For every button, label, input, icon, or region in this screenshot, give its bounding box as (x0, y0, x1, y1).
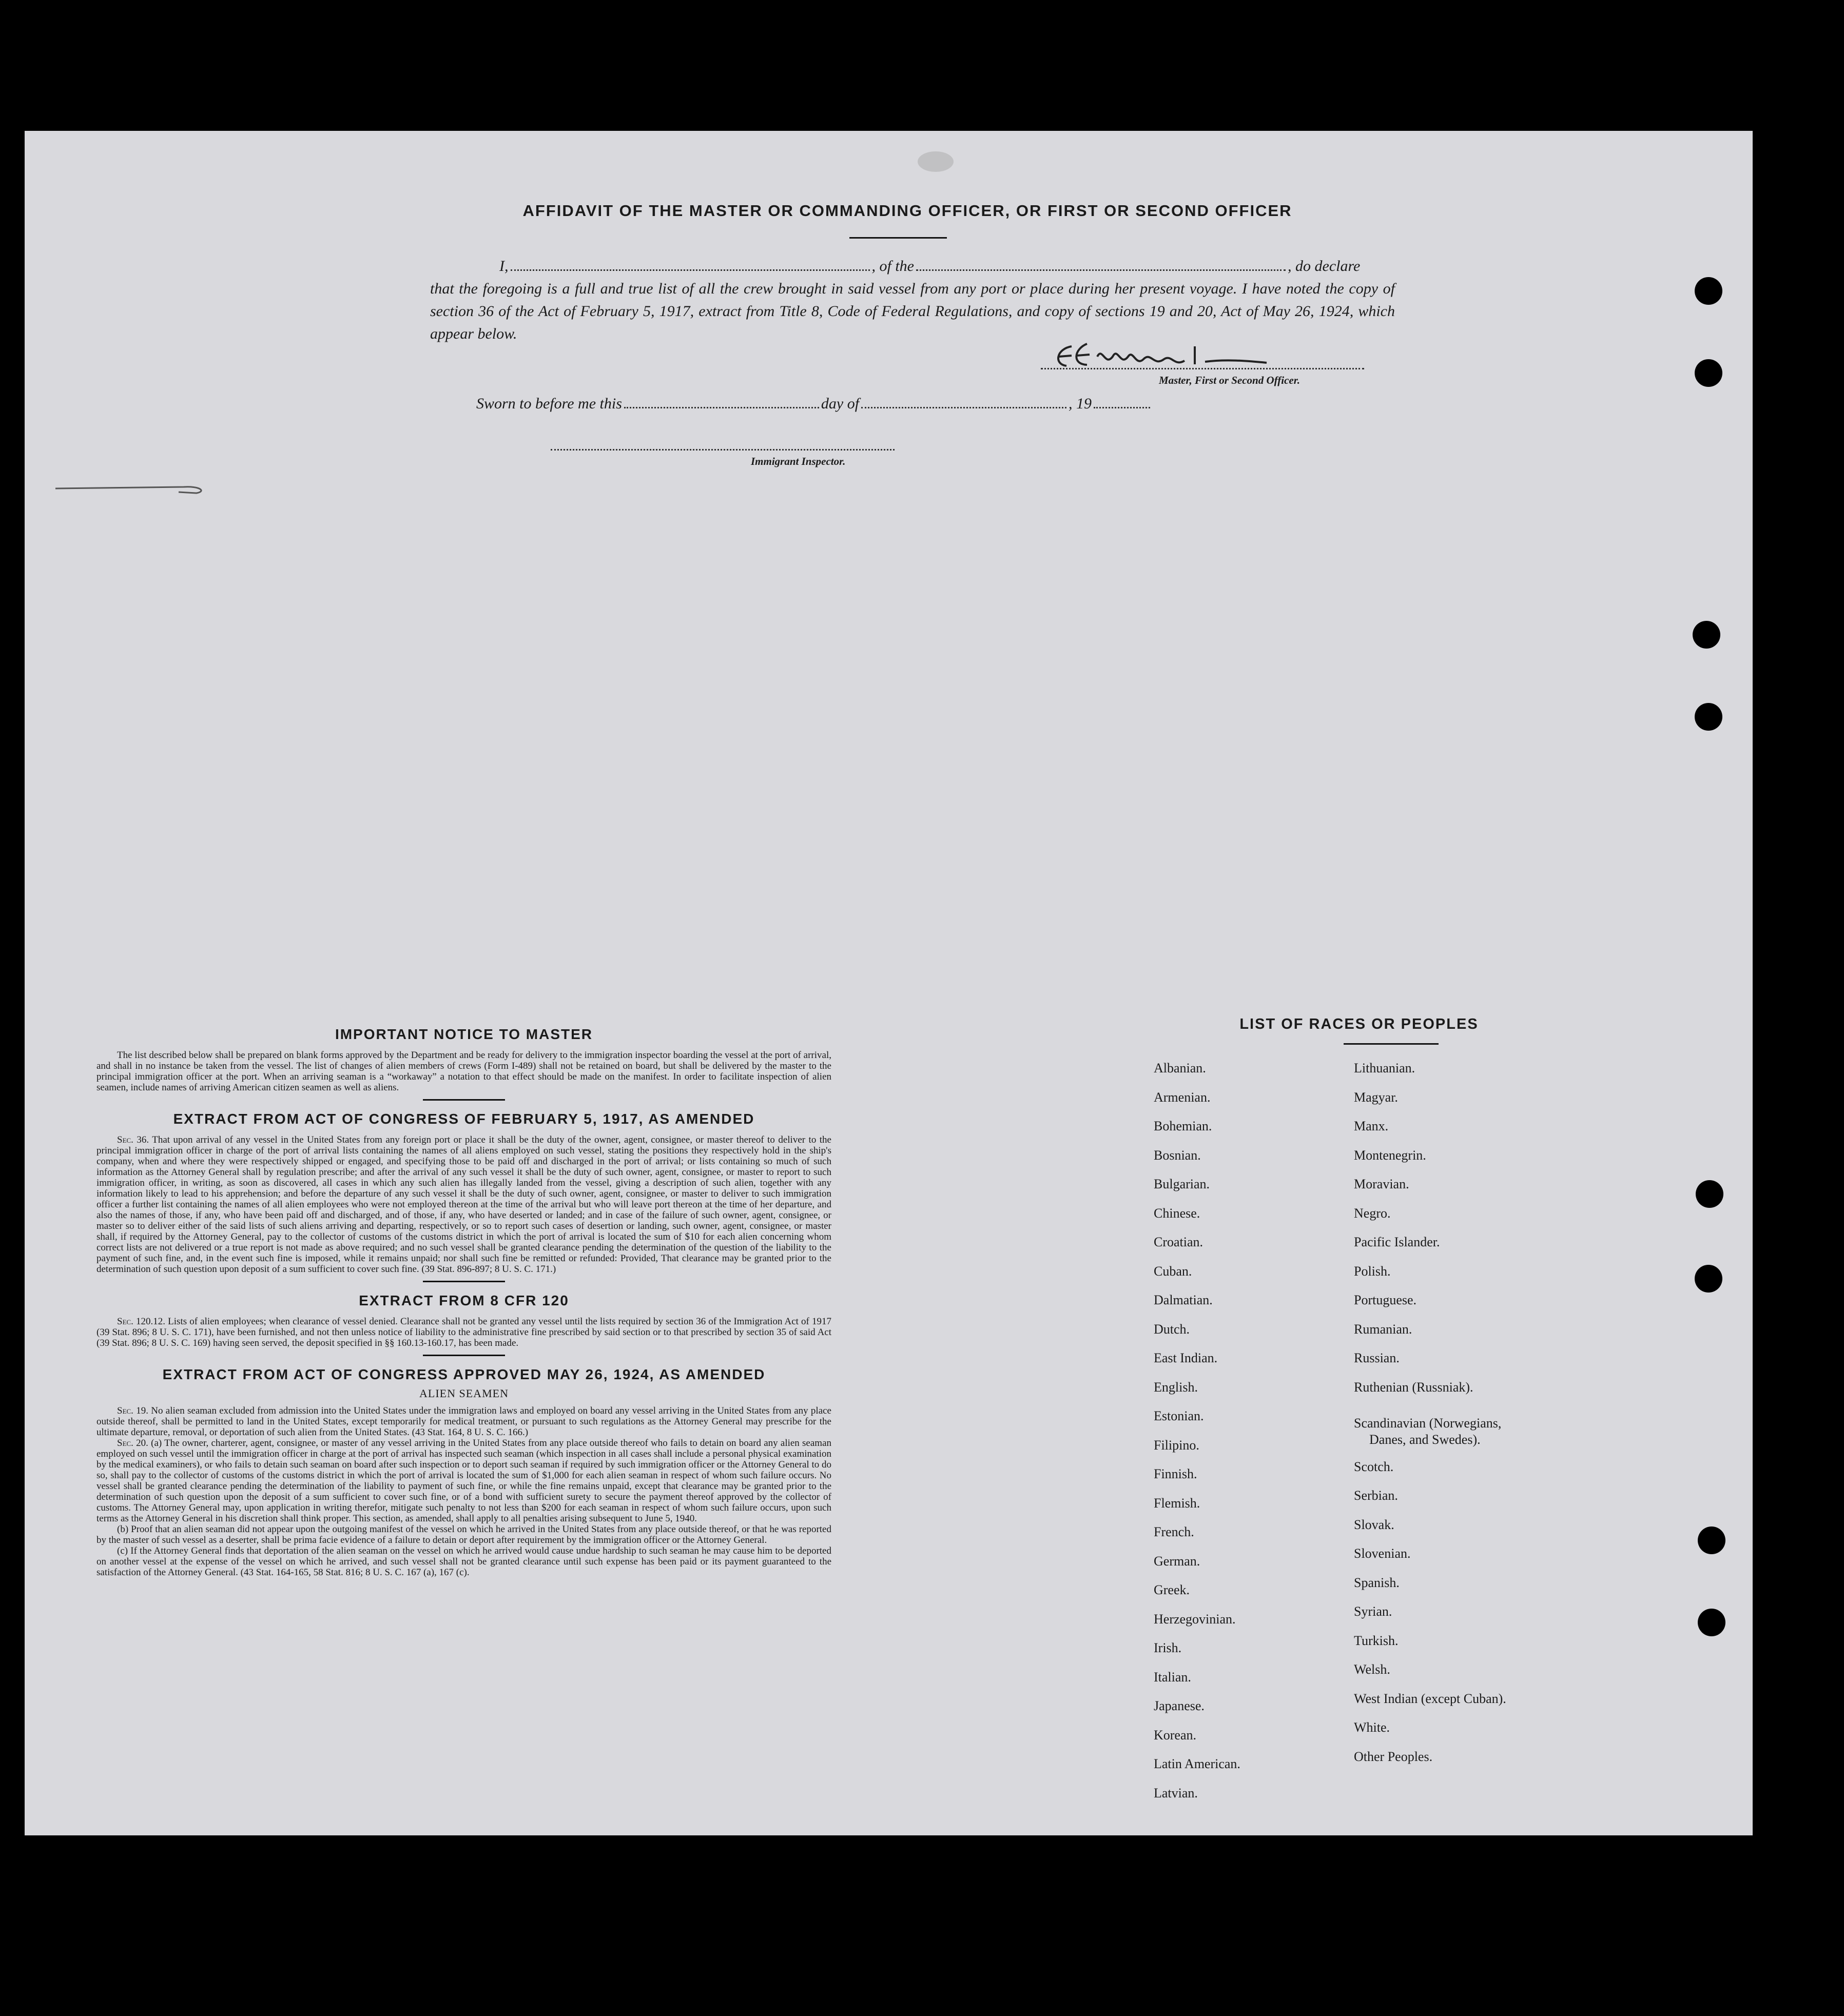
sworn-line (476, 395, 1152, 413)
race-item: East Indian. (1154, 1350, 1218, 1365)
extract-cfr-title: EXTRACT FROM 8 CFR 120 (359, 1293, 569, 1308)
race-item: Portuguese. (1354, 1293, 1417, 1307)
extract-1924-title: EXTRACT FROM ACT OF CONGRESS APPROVED MAY 26, 1924, AS AMENDED (162, 1366, 766, 1382)
race-item: Irish. (1154, 1640, 1182, 1655)
race-item: Korean. (1154, 1727, 1197, 1743)
race-item: Dutch. (1154, 1321, 1190, 1337)
race-item: Montenegrin. (1354, 1147, 1426, 1163)
race-item: Polish. (1354, 1263, 1391, 1279)
race-item: Greek. (1154, 1582, 1190, 1597)
year-label: , 19 (1069, 395, 1092, 412)
extract-1917-title: EXTRACT FROM ACT OF CONGRESS OF FEBRUARY 5, 1917, AS AMENDED (173, 1111, 755, 1127)
race-item: Japanese. (1154, 1698, 1205, 1713)
declaration-first-line (430, 255, 1395, 278)
race-item: Croatian. (1154, 1235, 1204, 1249)
day-of-label: day of (821, 395, 860, 412)
race-item: Herzegovinian. (1154, 1611, 1236, 1627)
punch-hole (1693, 621, 1720, 649)
race-item: Latvian. (1154, 1785, 1198, 1800)
punch-hole (1695, 359, 1722, 387)
sec-36-label: Sec. 36. (117, 1134, 149, 1145)
sec-20b-text: (b) Proof that an alien seaman did not appear upon the outgoing manifest of the vessel on which he arrived in the United States from any place outside thereof, or that he was reported by the master of such vessel as a deserter, shall be prima facie evidence of a failure to detain or deport after requirement by the immigration officer or the Attorney General. (96, 1524, 831, 1545)
sworn-day-blank[interactable] (624, 407, 819, 408)
race-item: Pacific Islander. (1354, 1235, 1440, 1249)
affidavit-title: AFFIDAVIT OF THE MASTER OR COMMANDING OFFICER, OR FIRST OR SECOND OFFICER (522, 202, 1292, 220)
affidavit-declaration (430, 255, 1395, 345)
race-item: Russian. (1354, 1350, 1400, 1365)
race-item: Estonian. (1154, 1408, 1204, 1423)
sec-120-text: Lists of alien employees; when clearance of vessel denied. Clearance shall not be granted any vessel until the lists required by section 36 of the Immigration Act of 1917 (39 Stat. 896; 8 U. S. C. 171), have been furnished, and not then unless notice of liability to the administrative fine prescribed by said section or to that prescribed by section 35 of said Act (39 Stat. 896; 8 U. S. C. 169) having seen served, the deposit specified in §§ 160.13-160.17, has been made. (96, 1316, 831, 1348)
race-item: Manx. (1354, 1119, 1389, 1133)
sworn-year-blank[interactable] (1094, 407, 1150, 408)
sec-19-label: Sec. 19. (117, 1405, 148, 1416)
race-item: Armenian. (1154, 1089, 1211, 1105)
sworn-month-blank[interactable] (861, 407, 1066, 408)
sworn-label: Sworn to before me this (476, 395, 622, 412)
race-item: Bulgarian. (1154, 1177, 1210, 1191)
sec-20c-text: (c) If the Attorney General finds that deportation of the alien seaman on the vessel on which he arrived would cause undue hardship to such seaman he may cause him to be deported on another vessel at the expense of the vessel on which he arrived, and such vessel shall not be granted clearance until such expense has been paid or its payment guaranteed to the satisfaction of the Attorney General. (43 Stat. 164-165, 58 Stat. 816; 8 U. S. C. 167 (a), 167 (c). (96, 1545, 831, 1578)
race-item: Turkish. (1354, 1633, 1399, 1648)
extract-1924-body (96, 1405, 831, 1578)
race-item: Negro. (1354, 1205, 1391, 1221)
sec-20a-text: (a) The owner, charterer, agent, consignee, or master of any vessel arriving in the United States from any place outside thereof who fails to detain on board any alien seaman employed on such vessel until the immigration officer in charge at the port of arrival has inspected such seaman (which inspection in all cases shall include a personal physical examination by the medical examiners), or who fails to detain such seaman on board after such inspection or to deport such seaman if required by such immigration officer or the Attorney General to do so, shall pay to the collector of customs of the customs district in which the port of arrival is located the sum of $1,000 for each alien seaman in respect of whom such failure occurs. No vessel shall be granted clearance pending the determination of the liability to payment of such fine, or while the fine remains unpaid, except that clearance may be granted prior to the determination of such question upon the deposit of a sum sufficient to cover such fine, or of a bond with sufficient surety to secure the payment thereof approved by the collector of customs. The Attorney General may, upon application in writing therefor, mitigate such penalty to not less than $200 for each seaman in respect of whom such failure occurs, upon such terms as the Attorney General in his discretion shall think proper. This section, as amended, shall apply to all penalties arising subsequent to June 5, 1940. (96, 1438, 832, 1524)
race-item: French. (1154, 1524, 1194, 1539)
extract-1917-rule (423, 1281, 505, 1282)
races-title: LIST OF RACES OR PEOPLES (1239, 1016, 1479, 1032)
race-item: Rumanian. (1354, 1321, 1412, 1337)
i-label: I, (499, 258, 509, 275)
notice-rule (423, 1099, 505, 1101)
notices-column (96, 1026, 831, 1578)
race-item: Italian. (1154, 1669, 1191, 1685)
inspector-signature-line[interactable] (551, 449, 895, 451)
race-item: Bosnian. (1154, 1147, 1201, 1163)
do-declare-label: , do declare (1288, 258, 1361, 275)
signature-caption: Master, First or Second Officer. (1159, 374, 1300, 386)
sec-36-text: That upon arrival of any vessel in the United States from any foreign port or place it shall be the duty of the owner, agent, consignee, or master thereof to deliver to the principal immigration officer in charge of the port of arrival lists containing the names of all aliens employed on such vessel, stating the positions they respectively hold in the ship's company, when and where they were respectively shipped or engaged, and specifying those to be paid off and discharged in the port of arrival; or lists containing so much of such information as the Attorney General shall by regulation prescribe; and after the arrival of any such vessel it shall be the duty of such owner, agent, consignee, or master to report to such immigration officer, in writing, as soon as discovered, all cases in which any such alien has illegally landed from the vessel, giving a description of such alien, together with any information likely to lead to his apprehension; and before the departure of any such vessel it shall be the duty of such owner, agent, consignee, or master to deliver to such immigration officer a further list containing the names of all alien employees who were not employed thereon at the time of the arrival but who will leave port thereon at the time of her departure, and also the names of those, if any, who have been paid off and discharged, and of those, if any, who have deserted or landed; and in case of the failure of such owner, agent, consignee, or master so to deliver either of the said lists of such aliens arriving and departing, respectively, or so to report such cases of desertion or landing, such owner, agent, consignee, or master shall, if required by the Attorney General, pay to the collector of customs of the customs district in which the port of arrival is located the sum of $10 for each alien concerning whom correct lists are not delivered or a true report is not made as above required; and no such vessel shall be granted clearance pending the determination of the question of the liability to the payment of such fine, and, in the event such fine is imposed, while it remains unpaid; nor shall such fine be remitted or refunded: Provided, That clearance may be granted prior to the determination of such question upon deposit of a sum sufficient to cover such fine. (39 Stat. 896-897; 8 U. S. C. 171.) (96, 1134, 831, 1275)
sec-120-label: Sec. 120.12. (117, 1316, 166, 1327)
notice-body (96, 1050, 831, 1093)
sec-19-text: No alien seaman excluded from admission into the United States under the immigration laws and employed on board any vessel arriving in the United States from any place outside thereof, shall be permitted to land in the United States, except temporarily for medical treatment, or pursuant to such regulations as the Attorney General may prescribe for the ultimate departure, removal, or deportation of such alien from the United States. (43 Stat. 164, 8 U. S. C. 166.) (96, 1405, 831, 1438)
punch-hole (1696, 1180, 1723, 1208)
race-item: Danes, and Swedes). (1369, 1432, 1481, 1447)
race-item: West Indian (except Cuban). (1354, 1691, 1506, 1706)
master-signature (1041, 336, 1390, 377)
race-item: Chinese. (1154, 1205, 1200, 1221)
notice-text: The list described below shall be prepared on blank forms approved by the Department and be ready for delivery to the immigration inspector boarding the vessel at the port of arrival, and shall in no instance be taken from the vessel. The list of changes of alien members of crews (Form I-489) shall not be retained on board, but shall be delivered by the master to the principal immigration officer at the port. When an arriving seaman is a “workaway” a notation to that effect should be made on the manifest. In order to facilitate inspection of alien seamen, include names of arriving American citizen seamen as well as aliens. (96, 1050, 831, 1093)
punch-hole (1698, 1609, 1725, 1636)
race-item: Lithuanian. (1354, 1061, 1415, 1075)
race-item: Cuban. (1154, 1263, 1192, 1279)
race-item: Filipino. (1154, 1437, 1199, 1453)
race-item: Serbian. (1354, 1488, 1398, 1503)
sec-20-label: Sec. 20. (117, 1438, 148, 1449)
extract-1917-body (96, 1134, 831, 1275)
extract-cfr-body (96, 1316, 831, 1348)
punch-hole (1695, 703, 1722, 731)
race-item: Ruthenian (Russniak). (1354, 1379, 1473, 1395)
signature-line (1041, 368, 1364, 369)
race-item: Spanish. (1354, 1575, 1400, 1590)
of-the-label: , of the (871, 258, 914, 275)
alien-seamen-subtitle: ALIEN SEAMEN (419, 1387, 509, 1400)
punch-hole (1695, 1265, 1722, 1293)
race-item: Scandinavian (Norwegians, (1354, 1416, 1502, 1431)
race-item: Latin American. (1154, 1756, 1240, 1771)
race-item: Other Peoples. (1354, 1749, 1433, 1764)
race-item: Albanian. (1154, 1061, 1206, 1075)
race-item: Slovak. (1354, 1517, 1394, 1532)
punch-hole (1698, 1526, 1725, 1554)
race-item: Finnish. (1154, 1466, 1197, 1481)
race-item: Flemish. (1154, 1495, 1200, 1511)
race-item: Dalmatian. (1154, 1293, 1213, 1307)
document-sheet (25, 131, 1753, 1835)
declaration-body: that the foregoing is a full and true list of all the crew brought in said vessel from any port or place during her present voyage. I have noted the copy of section 36 of the Act of February 5, 1917, extract from Title 8, Code of Federal Regulations, and copy of sections 19 and 20, Act of May 26, 1924, which appear below. (430, 280, 1395, 342)
name-blank[interactable] (511, 269, 870, 271)
inspector-caption: Immigrant Inspector. (751, 455, 846, 467)
races-rule (1344, 1043, 1439, 1045)
race-item: Slovenian. (1354, 1546, 1411, 1561)
title-rule (849, 237, 947, 239)
vessel-blank[interactable] (916, 269, 1286, 271)
race-item: Bohemian. (1154, 1119, 1212, 1133)
race-item: Welsh. (1354, 1662, 1390, 1677)
race-item: English. (1154, 1379, 1198, 1395)
paper-blemish (918, 151, 954, 172)
pen-mark (55, 481, 209, 496)
extract-cfr-rule (423, 1355, 505, 1356)
punch-hole (1695, 277, 1722, 305)
race-item: Magyar. (1354, 1089, 1398, 1105)
race-item: Scotch. (1354, 1459, 1394, 1474)
race-item: White. (1354, 1720, 1390, 1735)
race-item: German. (1154, 1553, 1200, 1569)
notice-title: IMPORTANT NOTICE TO MASTER (335, 1026, 593, 1042)
race-item: Syrian. (1354, 1604, 1392, 1619)
race-item: Moravian. (1354, 1177, 1409, 1191)
